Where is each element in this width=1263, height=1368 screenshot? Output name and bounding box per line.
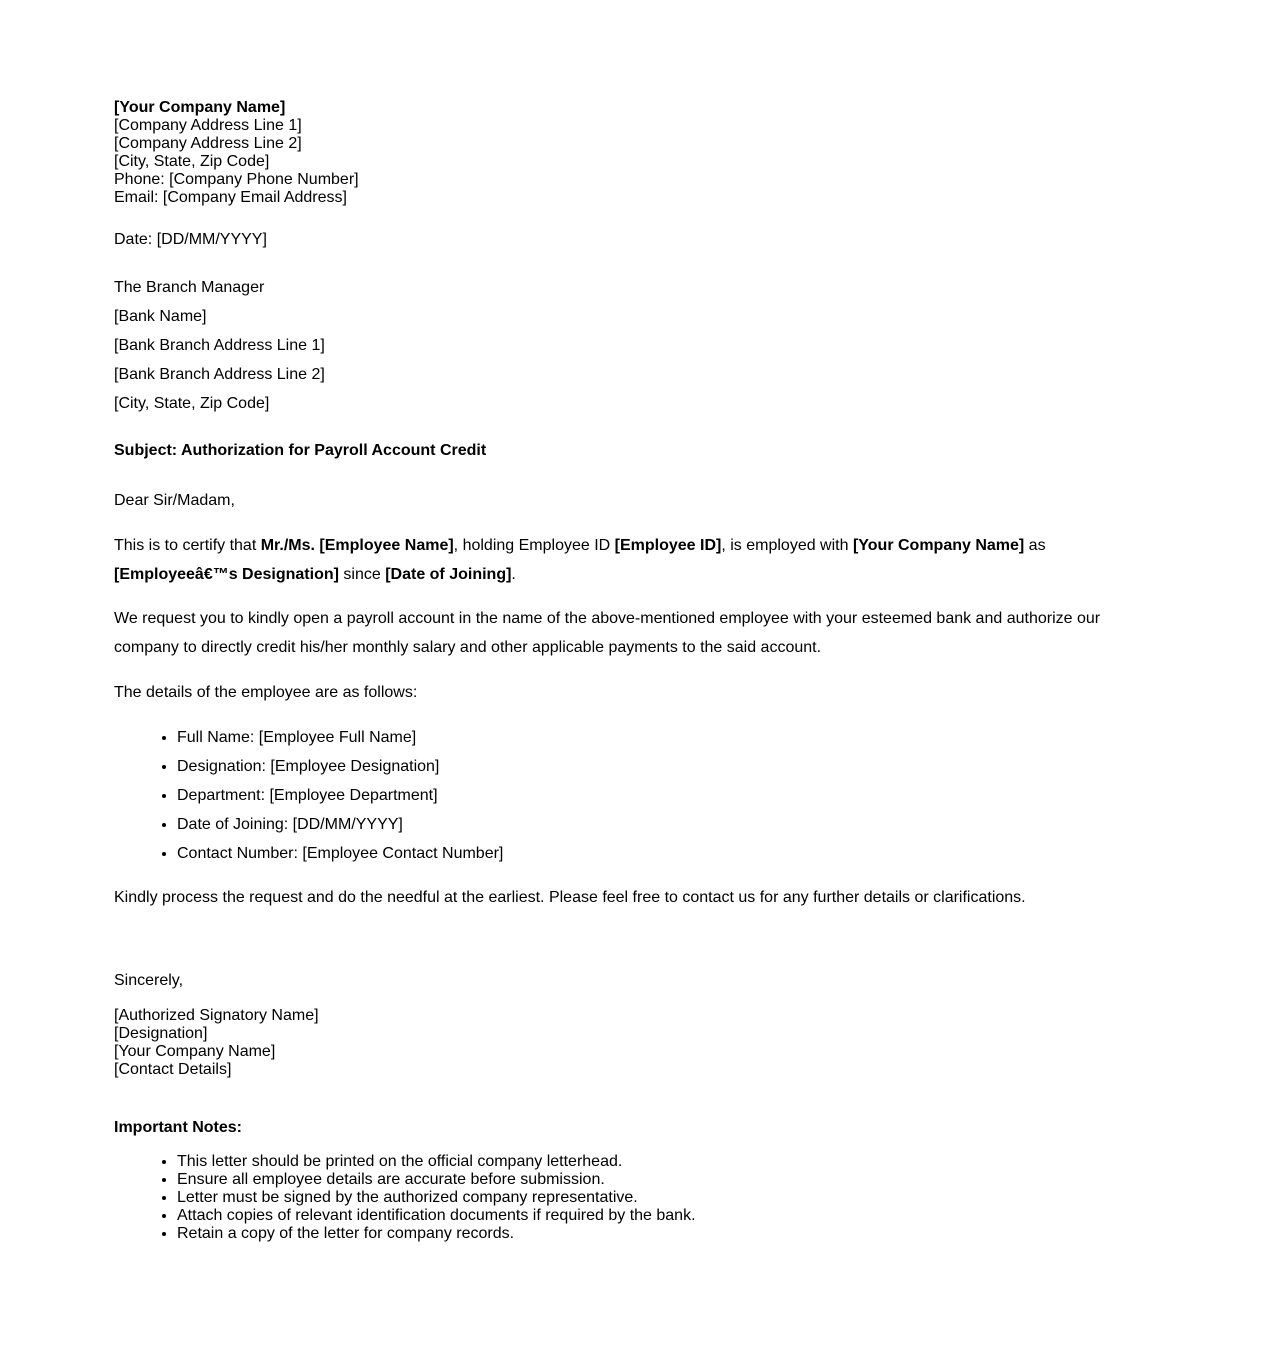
notes-heading: Important Notes:: [114, 1119, 242, 1136]
signoff: Sincerely,: [114, 972, 184, 989]
company-name-placeholder: [Your Company Name]: [852, 537, 1025, 554]
recipient-address-block: [114, 273, 325, 418]
signatory-name: [Authorized Signatory Name]: [114, 1007, 319, 1024]
recipient-bank-name: [Bank Name]: [114, 308, 207, 325]
list-item: • Attach copies of relevant identification documents if required by the bank.: [177, 1207, 696, 1225]
certify-text: as: [1024, 537, 1046, 554]
details-intro: The details of the employee are as follows:: [114, 684, 418, 701]
employee-id-placeholder: [Employee ID]: [614, 537, 722, 554]
sender-address-line-1: [Company Address Line 1]: [114, 117, 302, 134]
certification-paragraph: [114, 531, 1114, 589]
list-item: • Date of Joining: [DD/MM/YYYY]: [177, 810, 503, 839]
signatory-designation: [Designation]: [114, 1025, 208, 1042]
salutation: Dear Sir/Madam,: [114, 492, 235, 509]
signatory-block: [114, 1007, 319, 1079]
employee-details-list: [114, 723, 503, 868]
recipient-address-line-1: [Bank Branch Address Line 1]: [114, 337, 325, 354]
certify-text: , is employed with: [721, 537, 853, 554]
certify-text: , holding Employee ID: [453, 537, 615, 554]
list-item: • Department: [Employee Department]: [177, 781, 503, 810]
certify-text: .: [511, 566, 516, 583]
sender-email: Email: [Company Email Address]: [114, 189, 347, 206]
list-item: • Designation: [Employee Designation]: [177, 752, 503, 781]
sender-phone: Phone: [Company Phone Number]: [114, 171, 359, 188]
certify-text: This is to certify that: [114, 537, 261, 554]
list-item: • Full Name: [Employee Full Name]: [177, 723, 503, 752]
letter-date: Date: [DD/MM/YYYY]: [114, 231, 267, 248]
important-notes-list: [114, 1153, 696, 1243]
list-item: • This letter should be printed on the official company letterhead.: [177, 1153, 696, 1171]
signatory-company: [Your Company Name]: [114, 1043, 276, 1060]
letter-subject: Subject: Authorization for Payroll Account Credit: [114, 442, 487, 459]
sender-company-name: [Your Company Name]: [114, 99, 286, 116]
signatory-contact: [Contact Details]: [114, 1061, 232, 1078]
recipient-title: The Branch Manager: [114, 279, 265, 296]
joining-date-placeholder: [Date of Joining]: [385, 566, 512, 583]
closing-paragraph: Kindly process the request and do the needful at the earliest. Please feel free to contact us for any further details or clarifications.: [114, 889, 1026, 906]
sender-address-line-2: [Company Address Line 2]: [114, 135, 302, 152]
list-item: • Contact Number: [Employee Contact Number]: [177, 839, 503, 868]
recipient-city-state-zip: [City, State, Zip Code]: [114, 395, 270, 412]
request-paragraph: We request you to kindly open a payroll account in the name of the above-mentioned employee with your esteemed bank and authorize our company to directly credit his/her monthly salary and other applicable payments to the said account.: [114, 610, 1101, 656]
recipient-address-line-2: [Bank Branch Address Line 2]: [114, 366, 325, 383]
employee-name-placeholder: Mr./Ms. [Employee Name]: [260, 537, 454, 554]
sender-address-block: [114, 99, 359, 207]
designation-placeholder: [Employeeâ€™s Designation]: [114, 566, 339, 583]
certify-text: since: [338, 566, 386, 583]
list-item: • Retain a copy of the letter for company records.: [177, 1225, 696, 1243]
list-item: • Ensure all employee details are accurate before submission.: [177, 1171, 696, 1189]
list-item: • Letter must be signed by the authorized company representative.: [177, 1189, 696, 1207]
sender-city-state-zip: [City, State, Zip Code]: [114, 153, 270, 170]
